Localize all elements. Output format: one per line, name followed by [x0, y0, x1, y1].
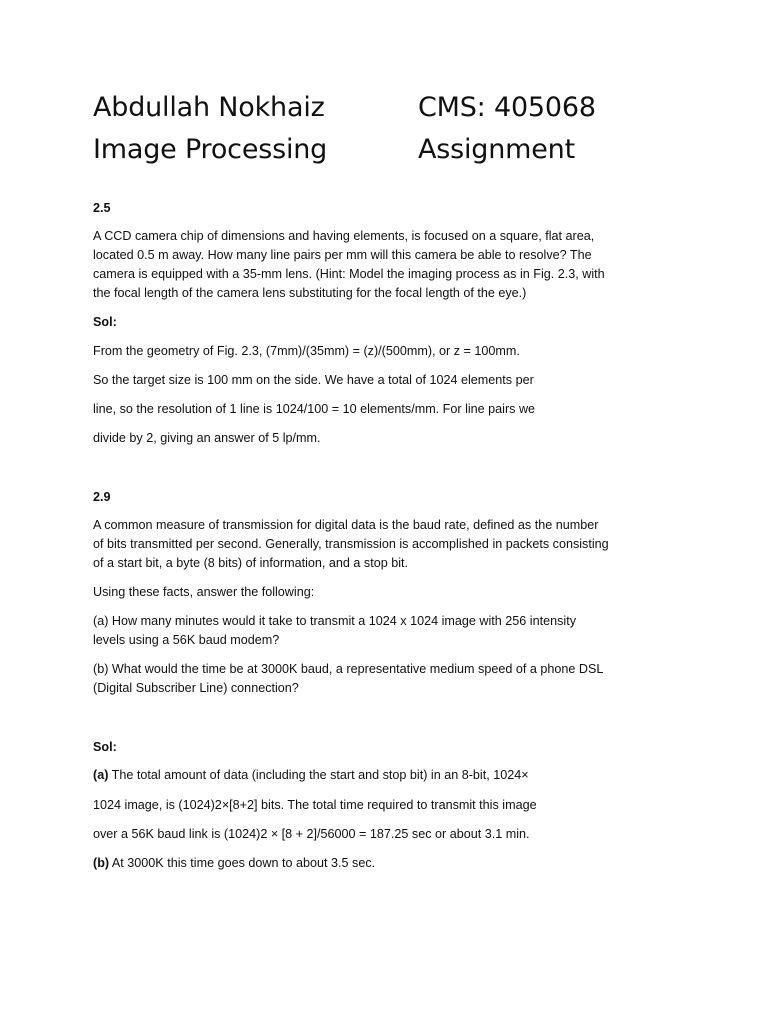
answer-a-text: The total amount of data (including the start and stop bit) in an 8-bit, 1024×: [108, 768, 529, 782]
part-a-question-line: levels using a 56K baud modem?: [93, 633, 280, 647]
question-2-5-line: A CCD camera chip of dimensions and having elements, is focused on a square, flat area,: [93, 229, 595, 243]
document-type: Assignment: [418, 134, 575, 165]
question-2-5-line: located 0.5 m away. How many line pairs per mm will this camera be able to resolve? The: [93, 248, 592, 262]
question-number-2-5: 2.5: [93, 201, 111, 215]
part-a-question-line: (a) How many minutes would it take to transmit a 1024 x 1024 image with 256 intensity: [93, 614, 576, 628]
part-b-question-line: (b) What would the time be at 3000K baud, a representative medium speed of a phone DSL: [93, 662, 604, 676]
answer-b-line: [93, 854, 375, 873]
part-b-question-line: (Digital Subscriber Line) connection?: [93, 681, 299, 695]
question-number-2-9: 2.9: [93, 490, 111, 504]
cms-id: CMS: 405068: [418, 92, 596, 123]
question-2-5-line: camera is equipped with a 35-mm lens. (Hint: Model the imaging process as in Fig. 2.3, with: [93, 267, 605, 281]
answer-a-line: 1024 image, is (1024)2×[8+2] bits. The total time required to transmit this image: [93, 798, 537, 812]
solution-2-5-line: divide by 2, giving an answer of 5 lp/mm.: [93, 431, 321, 445]
facts-intro: Using these facts, answer the following:: [93, 585, 315, 599]
question-2-5-line: the focal length of the camera lens substituting for the focal length of the eye.): [93, 286, 527, 300]
solution-label-2-9: Sol:: [93, 740, 117, 754]
solution-2-5-line: line, so the resolution of 1 line is 1024/100 = 10 elements/mm. For line pairs we: [93, 402, 536, 416]
question-2-9-line: A common measure of transmission for digital data is the baud rate, defined as the number: [93, 518, 599, 532]
author-name: Abdullah Nokhaiz: [93, 92, 325, 123]
course-title: Image Processing: [93, 134, 328, 165]
answer-b-label: (b): [93, 856, 110, 870]
answer-a-line: [93, 766, 529, 785]
question-2-9-line: of bits transmitted per second. Generally, transmission is accomplished in packets consisting: [93, 537, 609, 551]
solution-label-2-5: Sol:: [93, 315, 117, 329]
answer-a-line: over a 56K baud link is (1024)2 × [8 + 2]/56000 = 187.25 sec or about 3.1 min.: [93, 827, 530, 841]
answer-b-text: At 3000K this time goes down to about 3.5 sec.: [109, 856, 376, 870]
solution-2-5-line: From the geometry of Fig. 2.3, (7mm)/(35mm) = (z)/(500mm), or z = 100mm.: [93, 344, 520, 358]
question-2-9-line: of a start bit, a byte (8 bits) of information, and a stop bit.: [93, 556, 409, 570]
answer-a-label: (a): [93, 768, 109, 782]
solution-2-5-line: So the target size is 100 mm on the side. We have a total of 1024 elements per: [93, 373, 534, 387]
